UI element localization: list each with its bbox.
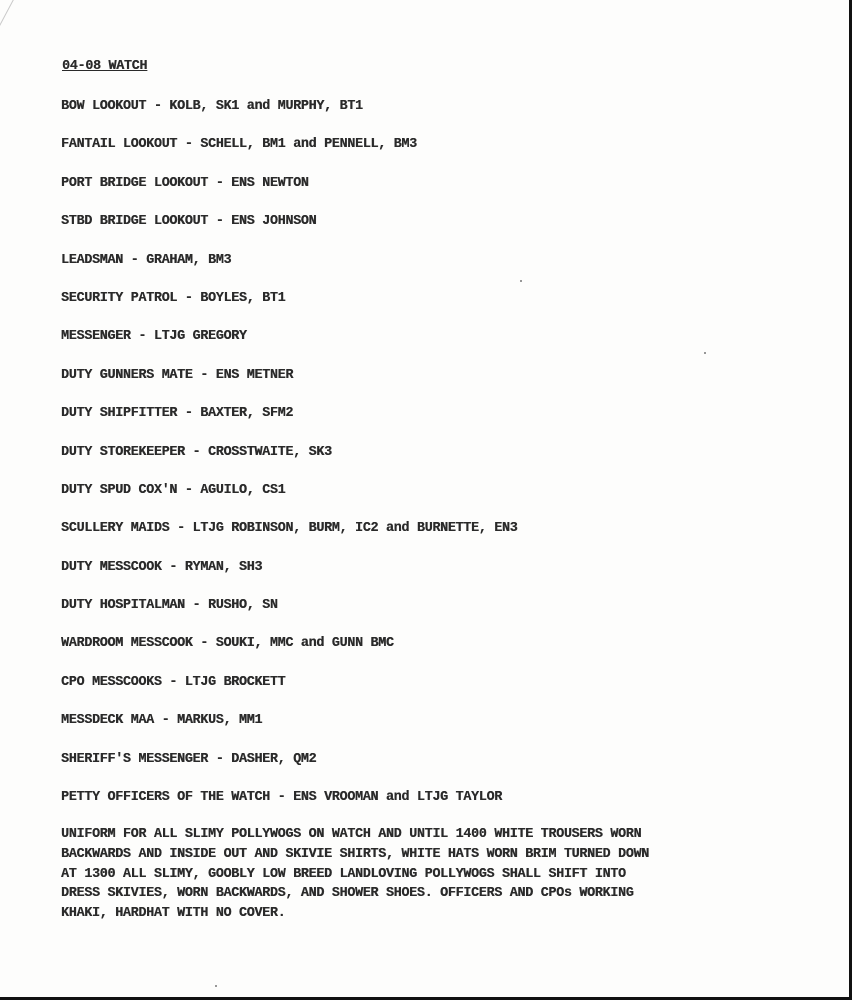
assignment-line: BOW LOOKOUT - KOLB, SK1 and MURPHY, BT1 (61, 99, 363, 114)
assignment-line: DUTY GUNNERS MATE - ENS METNER (61, 367, 294, 383)
assignment-line: MESSDECK MAA - MARKUS, MM1 (61, 713, 263, 729)
assignment-line: SCULLERY MAIDS - LTJG ROBINSON, BURM, IC2 and BURNETTE, EN3 (61, 521, 518, 537)
assignment-line: DUTY STOREKEEPER - CROSSTWAITE, SK3 (61, 444, 332, 460)
assignment-line: DUTY MESSCOOK - RYMAN, SH3 (61, 559, 263, 575)
assignment-line: SECURITY PATROL - BOYLES, BT1 (61, 290, 286, 306)
watch-bill (61, 56, 801, 923)
assignment-line: FANTAIL LOOKOUT - SCHELL, BM1 and PENNELL, BM3 (61, 137, 417, 153)
assignment-line: LEADSMAN - GRAHAM, BM3 (61, 252, 232, 268)
assignment-line: PORT BRIDGE LOOKOUT - ENS NEWTON (61, 175, 309, 191)
assignment-line: DUTY SPUD COX'N - AGUILO, CS1 (61, 482, 286, 498)
assignment-line: STBD BRIDGE LOOKOUT - ENS JOHNSON (61, 214, 317, 230)
paper-scratch-mark (0, 0, 19, 70)
watch-heading: 04-08 WATCH (62, 59, 148, 74)
assignment-line: DUTY SHIPFITTER - BAXTER, SFM2 (61, 406, 294, 422)
assignment-line: CPO MESSCOOKS - LTJG BROCKETT (61, 674, 286, 690)
assignment-line: PETTY OFFICERS OF THE WATCH - ENS VROOMAN and LTJG TAYLOR (61, 790, 502, 806)
assignment-line: DUTY HOSPITALMAN - RUSHO, SN (61, 598, 278, 614)
paper-speck (520, 280, 522, 282)
paper-speck (215, 985, 217, 987)
assignment-line: SHERIFF'S MESSENGER - DASHER, QM2 (61, 751, 317, 767)
duty-assignment-list (61, 96, 801, 825)
assignment-line: MESSENGER - LTJG GREGORY (61, 329, 247, 345)
uniform-instructions: UNIFORM FOR ALL SLIMY POLLYWOGS ON WATCH AND UNTIL 1400 WHITE TROUSERS WORN BACKWARDS AND INSIDE OUT AND SKIVIE SHIRTS, WHITE HATS WORN BRIM TURNED DOWN AT 1300 ALL SLIMY, GOOBLY LOW BREED LANDLOVING POLLYWOGS SHALL SHIFT INTO DRESS SKIVIES, WORN BACKWARDS, AND SHOWER SHOES. OFFICERS AND CPOs WORKING KHAKI, HARDHAT WITH NO COVER. (61, 827, 649, 921)
assignment-line: WARDROOM MESSCOOK - SOUKI, MMC and GUNN BMC (61, 636, 394, 652)
paper-speck (704, 352, 706, 354)
